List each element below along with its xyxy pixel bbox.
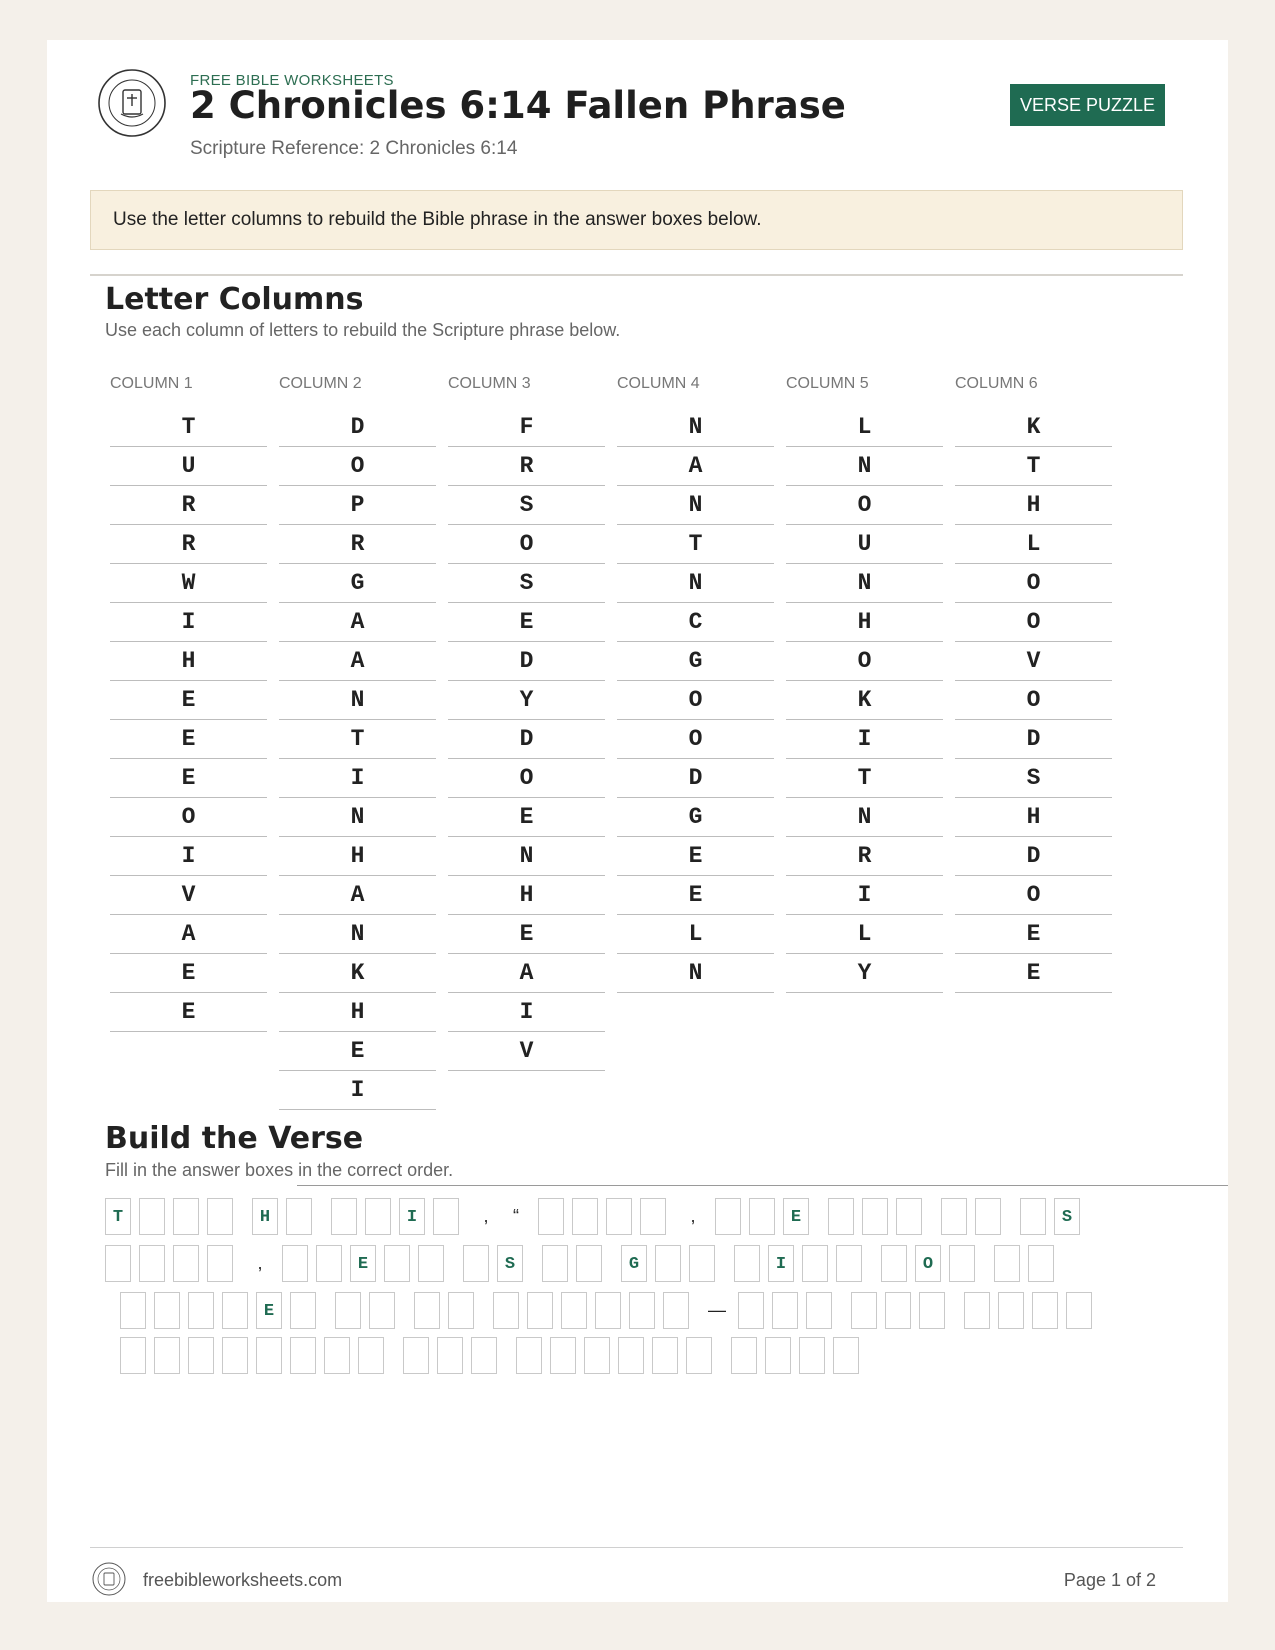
column-letter: R [448, 447, 605, 486]
answer-box[interactable] [919, 1292, 945, 1329]
answer-box[interactable] [618, 1337, 644, 1374]
column-letter: T [110, 408, 267, 447]
column-letter: Y [786, 954, 943, 993]
answer-box[interactable] [418, 1245, 444, 1282]
column-letter: L [786, 915, 943, 954]
column-letter: E [617, 837, 774, 876]
column-letter: G [617, 798, 774, 837]
answer-box[interactable] [715, 1198, 741, 1235]
punctuation-mark: “ [513, 1206, 519, 1226]
column-letter: E [279, 1032, 436, 1071]
column-letter: T [617, 525, 774, 564]
answer-box[interactable]: E [350, 1245, 376, 1282]
answer-box[interactable] [765, 1337, 791, 1374]
column-label: COLUMN 4 [617, 375, 700, 392]
answer-box[interactable] [358, 1337, 384, 1374]
column-letter: D [617, 759, 774, 798]
column-letter: I [110, 837, 267, 876]
punctuation-mark: , [690, 1206, 696, 1226]
column-letter: E [110, 993, 267, 1032]
column-letter: O [955, 681, 1112, 720]
column-letter: H [955, 486, 1112, 525]
answer-box[interactable] [154, 1292, 180, 1329]
column-letter: A [617, 447, 774, 486]
answer-box[interactable] [1066, 1292, 1092, 1329]
answer-box[interactable] [542, 1245, 568, 1282]
answer-box[interactable] [139, 1245, 165, 1282]
answer-box[interactable] [222, 1337, 248, 1374]
column-letter: I [279, 1071, 436, 1110]
answer-box[interactable] [640, 1198, 666, 1235]
answer-box[interactable] [433, 1198, 459, 1235]
column-letter: T [786, 759, 943, 798]
worksheet-page [47, 40, 1228, 1602]
answer-box[interactable] [324, 1337, 350, 1374]
answer-box[interactable]: I [768, 1245, 794, 1282]
answer-box[interactable] [799, 1337, 825, 1374]
column-letter: D [955, 837, 1112, 876]
answer-box[interactable] [584, 1337, 610, 1374]
answer-box[interactable] [731, 1337, 757, 1374]
letter-column [955, 376, 1112, 993]
column-letter: D [955, 720, 1112, 759]
instructions-text: Use the letter columns to rebuild the Bible phrase in the answer boxes below. [113, 209, 762, 230]
answer-box[interactable] [256, 1337, 282, 1374]
answer-box[interactable] [851, 1292, 877, 1329]
punctuation-mark: , [257, 1253, 263, 1273]
answer-box[interactable] [437, 1337, 463, 1374]
answer-box[interactable]: I [399, 1198, 425, 1235]
answer-box[interactable] [538, 1198, 564, 1235]
letter-column [786, 376, 943, 993]
letter-columns-description: Use each column of letters to rebuild the Scripture phrase below. [105, 320, 621, 340]
column-letter: S [448, 564, 605, 603]
answer-box[interactable] [207, 1198, 233, 1235]
answer-box[interactable]: O [915, 1245, 941, 1282]
column-letter: I [279, 759, 436, 798]
column-letter: C [617, 603, 774, 642]
answer-box[interactable]: E [783, 1198, 809, 1235]
answer-box[interactable] [802, 1245, 828, 1282]
divider [297, 1185, 1228, 1186]
answer-box[interactable] [316, 1245, 342, 1282]
column-letter: G [279, 564, 436, 603]
answer-box[interactable] [471, 1337, 497, 1374]
column-letter: R [110, 486, 267, 525]
build-verse-description: Fill in the answer boxes in the correct order. [105, 1160, 454, 1180]
column-letter: T [279, 720, 436, 759]
column-letter: I [110, 603, 267, 642]
answer-box[interactable] [576, 1245, 602, 1282]
column-letter: O [617, 681, 774, 720]
column-letter: E [448, 798, 605, 837]
answer-box[interactable] [290, 1337, 316, 1374]
verse-puzzle-badge: VERSE PUZZLE [1010, 84, 1165, 126]
answer-box[interactable] [572, 1198, 598, 1235]
answer-box[interactable] [403, 1337, 429, 1374]
answer-box[interactable] [286, 1198, 312, 1235]
column-letter: H [448, 876, 605, 915]
column-letter: S [448, 486, 605, 525]
column-label: COLUMN 6 [955, 375, 1038, 392]
answer-box[interactable] [606, 1198, 632, 1235]
column-letter: F [448, 408, 605, 447]
column-letter: A [279, 876, 436, 915]
column-letter: O [786, 486, 943, 525]
column-letter: R [279, 525, 436, 564]
answer-box[interactable] [414, 1292, 440, 1329]
column-letter: E [617, 876, 774, 915]
answer-box[interactable] [975, 1198, 1001, 1235]
answer-box[interactable] [1032, 1292, 1058, 1329]
column-letter: H [786, 603, 943, 642]
column-letter: V [955, 642, 1112, 681]
answer-box[interactable] [188, 1292, 214, 1329]
column-letter: W [110, 564, 267, 603]
column-letter: N [786, 564, 943, 603]
answer-box[interactable] [941, 1198, 967, 1235]
answer-box[interactable] [527, 1292, 553, 1329]
answer-box[interactable] [652, 1337, 678, 1374]
column-letter: D [448, 642, 605, 681]
column-letter: E [110, 954, 267, 993]
answer-box[interactable] [663, 1292, 689, 1329]
column-letter: N [448, 837, 605, 876]
column-letter: U [110, 447, 267, 486]
column-letter: H [279, 837, 436, 876]
column-letter: O [617, 720, 774, 759]
answer-box[interactable] [550, 1337, 576, 1374]
answer-box[interactable] [896, 1198, 922, 1235]
answer-box[interactable] [561, 1292, 587, 1329]
page-title: 2 Chronicles 6:14 Fallen Phrase [190, 84, 846, 127]
column-label: COLUMN 5 [786, 375, 869, 392]
answer-box[interactable] [749, 1198, 775, 1235]
column-letter: D [448, 720, 605, 759]
answer-box[interactable] [365, 1198, 391, 1235]
column-letter: O [955, 564, 1112, 603]
column-letter: H [279, 993, 436, 1032]
column-letter: N [617, 408, 774, 447]
bible-logo-icon [97, 68, 167, 138]
column-letter: A [279, 642, 436, 681]
answer-box[interactable] [463, 1245, 489, 1282]
footer-site: freebibleworksheets.com [143, 1570, 343, 1590]
scripture-reference: Scripture Reference: 2 Chronicles 6:14 [190, 138, 518, 159]
column-letter: O [955, 603, 1112, 642]
answer-box[interactable] [881, 1245, 907, 1282]
answer-box[interactable] [655, 1245, 681, 1282]
answer-box[interactable] [595, 1292, 621, 1329]
answer-box[interactable] [998, 1292, 1024, 1329]
column-letter: L [786, 408, 943, 447]
column-letter: I [786, 876, 943, 915]
column-letter: T [955, 447, 1112, 486]
column-letter: N [279, 681, 436, 720]
answer-box[interactable] [1028, 1245, 1054, 1282]
answer-box[interactable] [516, 1337, 542, 1374]
column-letter: N [617, 564, 774, 603]
answer-box[interactable] [629, 1292, 655, 1329]
column-letter: O [448, 759, 605, 798]
column-letter: A [448, 954, 605, 993]
column-letter: O [279, 447, 436, 486]
column-letter: O [955, 876, 1112, 915]
punctuation-mark: — [708, 1300, 726, 1320]
answer-box[interactable]: H [252, 1198, 278, 1235]
column-letter: H [955, 798, 1112, 837]
answer-box[interactable] [806, 1292, 832, 1329]
column-label: COLUMN 3 [448, 375, 531, 392]
brand-label: FREE BIBLE WORKSHEETS [190, 72, 394, 89]
answer-box[interactable] [828, 1198, 854, 1235]
column-label: COLUMN 2 [279, 375, 362, 392]
column-letter: A [279, 603, 436, 642]
letter-columns-title: Letter Columns [105, 282, 364, 317]
column-letter: Y [448, 681, 605, 720]
answer-box[interactable] [734, 1245, 760, 1282]
column-letter: E [110, 720, 267, 759]
column-letter: K [786, 681, 943, 720]
column-letter: N [617, 954, 774, 993]
answer-box[interactable] [331, 1198, 357, 1235]
footer-logo-icon [92, 1562, 126, 1596]
answer-box[interactable] [105, 1245, 131, 1282]
column-letter: E [110, 681, 267, 720]
column-letter: O [110, 798, 267, 837]
answer-box[interactable] [686, 1337, 712, 1374]
column-letter: E [110, 759, 267, 798]
answer-box[interactable]: T [105, 1198, 131, 1235]
answer-box[interactable] [949, 1245, 975, 1282]
column-letter: N [617, 486, 774, 525]
answer-box[interactable]: S [1054, 1198, 1080, 1235]
column-letter: E [955, 915, 1112, 954]
column-letter: L [617, 915, 774, 954]
answer-box[interactable]: E [256, 1292, 282, 1329]
column-letter: H [110, 642, 267, 681]
answer-box[interactable] [290, 1292, 316, 1329]
column-letter: N [279, 798, 436, 837]
answer-box[interactable] [369, 1292, 395, 1329]
column-letter: P [279, 486, 436, 525]
answer-box[interactable]: G [621, 1245, 647, 1282]
answer-box[interactable] [207, 1245, 233, 1282]
answer-box[interactable] [836, 1245, 862, 1282]
column-letter: E [448, 603, 605, 642]
answer-box[interactable] [335, 1292, 361, 1329]
build-verse-title: Build the Verse [105, 1121, 364, 1156]
column-letter: R [110, 525, 267, 564]
column-letter: G [617, 642, 774, 681]
letter-column [617, 376, 774, 993]
column-letter: E [955, 954, 1112, 993]
answer-box[interactable] [1020, 1198, 1046, 1235]
column-letter: U [786, 525, 943, 564]
answer-box[interactable] [689, 1245, 715, 1282]
column-letter: O [448, 525, 605, 564]
column-letter: E [448, 915, 605, 954]
column-letter: I [448, 993, 605, 1032]
column-letter: A [110, 915, 267, 954]
column-letter: N [786, 447, 943, 486]
letter-column [110, 376, 267, 1032]
column-letter: R [786, 837, 943, 876]
answer-box[interactable] [448, 1292, 474, 1329]
column-letter: O [786, 642, 943, 681]
answer-box[interactable] [188, 1337, 214, 1374]
divider [90, 274, 1183, 276]
answer-box[interactable] [120, 1292, 146, 1329]
column-letter: D [279, 408, 436, 447]
answer-box[interactable] [384, 1245, 410, 1282]
answer-box[interactable] [885, 1292, 911, 1329]
letter-column [448, 376, 605, 1071]
letter-columns-grid [110, 376, 1160, 1176]
answer-box[interactable] [120, 1337, 146, 1374]
answer-box[interactable] [139, 1198, 165, 1235]
answer-box[interactable] [738, 1292, 764, 1329]
column-letter: L [955, 525, 1112, 564]
column-letter: I [786, 720, 943, 759]
column-label: COLUMN 1 [110, 375, 193, 392]
footer-divider [90, 1547, 1183, 1548]
column-letter: N [786, 798, 943, 837]
punctuation-mark: , [483, 1206, 489, 1226]
instructions-box [90, 190, 1183, 250]
answer-box[interactable] [154, 1337, 180, 1374]
column-letter: K [955, 408, 1112, 447]
answer-box[interactable] [772, 1292, 798, 1329]
column-letter: V [448, 1032, 605, 1071]
answer-box[interactable] [173, 1245, 199, 1282]
column-letter: S [955, 759, 1112, 798]
answer-box[interactable]: S [497, 1245, 523, 1282]
answer-box[interactable] [833, 1337, 859, 1374]
answer-box[interactable] [862, 1198, 888, 1235]
answer-box[interactable] [994, 1245, 1020, 1282]
answer-box[interactable] [222, 1292, 248, 1329]
answer-box[interactable] [493, 1292, 519, 1329]
column-letter: N [279, 915, 436, 954]
column-letter: V [110, 876, 267, 915]
answer-box[interactable] [282, 1245, 308, 1282]
column-letter: K [279, 954, 436, 993]
footer-page-number: Page 1 of 2 [1063, 1570, 1156, 1590]
answer-box[interactable] [173, 1198, 199, 1235]
letter-column [279, 376, 436, 1110]
answer-box[interactable] [964, 1292, 990, 1329]
